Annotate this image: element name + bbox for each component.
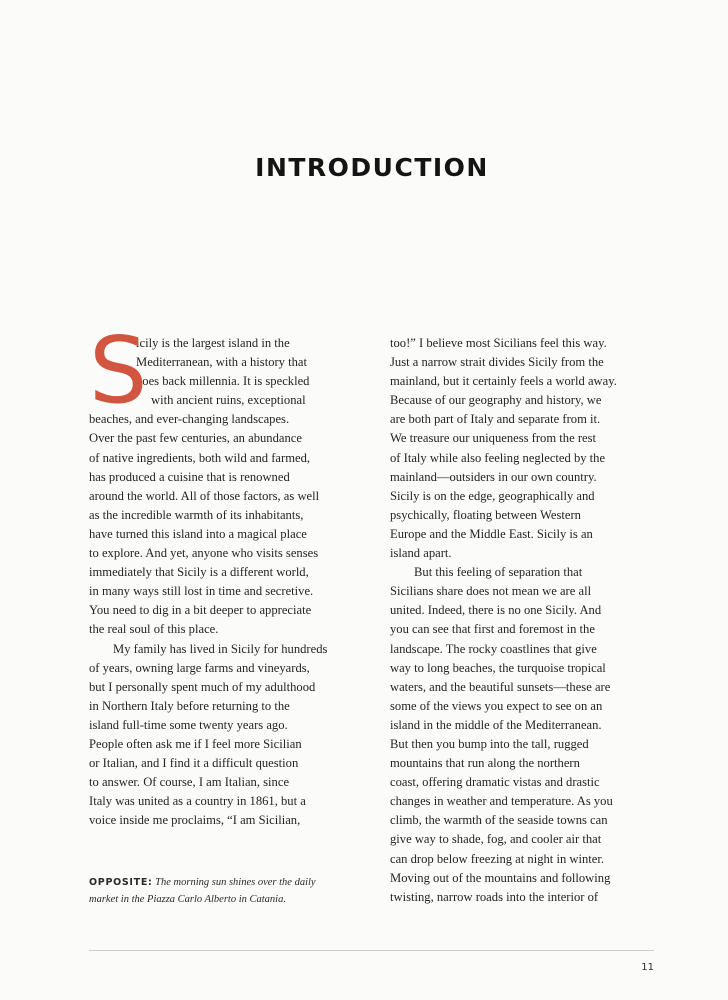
text-line: climb, the warmth of the seaside towns can [390, 813, 608, 828]
text-line: mountains that run along the northern [390, 756, 580, 771]
right-column [390, 334, 654, 907]
text-line: Over the past few centuries, an abundance [89, 431, 302, 446]
text-line: beaches, and ever-changing landscapes. [89, 412, 290, 427]
text-line: Just a narrow strait divides Sicily from the [390, 355, 604, 370]
text-line: in Northern Italy before returning to the [89, 698, 290, 713]
text-line: in many ways still lost in time and secretive. [89, 584, 314, 599]
text-line: the real soul of this place. [89, 622, 219, 637]
text-line: can drop below freezing at night in winter. [390, 851, 605, 866]
text-line: too!” I believe most Sicilians feel this way. [390, 336, 607, 350]
text-line: Italy was united as a country in 1861, but a [89, 794, 306, 809]
text-line: to explore. And yet, anyone who visits senses [89, 546, 319, 561]
text-line: We treasure our uniqueness from the rest [390, 431, 597, 446]
text-line: island full-time some twenty years ago. [89, 717, 288, 732]
text-line: goes back millennia. It is speckled [136, 374, 310, 389]
text-line: have turned this island into a magical place [89, 526, 307, 541]
text-line: People often ask me if I feel more Sicilian [89, 736, 302, 751]
photo-caption [89, 874, 351, 908]
text-line: mainland, but it certainly feels a world away. [390, 374, 617, 389]
text-line: mainland—outsiders in our own country. [390, 469, 597, 484]
drop-cap: S [89, 317, 148, 424]
text-line: But then you bump into the tall, rugged [390, 736, 589, 751]
text-line: waters, and the beautiful sunsets—these are [390, 679, 611, 694]
text-line: You need to dig in a bit deeper to appreciate [89, 603, 312, 618]
text-line: with ancient ruins, exceptional [151, 393, 306, 408]
text-line: give way to shade, fog, and cooler air that [390, 832, 602, 847]
text-line: icily is the largest island in the [136, 336, 290, 350]
text-line: or Italian, and I find it a difficult question [89, 756, 299, 771]
text-line: Mediterranean, with a history that [136, 355, 308, 370]
text-line: twisting, narrow roads into the interior of [390, 889, 599, 904]
text-line: Sicily is on the edge, geographically and [390, 488, 595, 503]
text-line: But this feeling of separation that [414, 565, 583, 580]
text-line: psychically, floating between Western [390, 507, 581, 522]
text-line: Moving out of the mountains and following [390, 870, 611, 885]
page-title: INTRODUCTION [255, 153, 489, 182]
text-line: changes in weather and temperature. As you [390, 794, 613, 809]
text-line: Because of our geography and history, we [390, 393, 602, 408]
text-line: united. Indeed, there is no one Sicily. And [390, 603, 602, 618]
caption-label: OPPOSITE: [89, 877, 153, 888]
text-line: to answer. Of course, I am Italian, since [89, 775, 290, 790]
text-line: My family has lived in Sicily for hundreds [113, 641, 328, 656]
text-line: you can see that first and foremost in the [390, 622, 595, 637]
text-line: Sicilians share does not mean we are all [390, 584, 592, 599]
text-line: immediately that Sicily is a different world, [89, 565, 309, 580]
text-line: of years, owning large farms and vineyards, [89, 660, 310, 675]
text-line: are both part of Italy and separate from it. [390, 412, 601, 427]
left-column [89, 317, 351, 830]
caption-text: market in the Piazza Carlo Alberto in Catania. [89, 894, 286, 905]
text-line: island apart. [390, 546, 452, 561]
text-line: of native ingredients, both wild and farmed, [89, 450, 311, 465]
text-line: some of the views you expect to see on an [390, 698, 603, 713]
text-line: of Italy while also feeling neglected by the [390, 450, 606, 465]
text-line: has produced a cuisine that is renowned [89, 469, 290, 484]
text-line: coast, offering dramatic vistas and drastic [390, 775, 600, 790]
footer-rule [89, 950, 654, 951]
text-line: voice inside me proclaims, “I am Sicilian, [89, 813, 301, 828]
text-line: as the incredible warmth of its inhabitants, [89, 507, 304, 522]
text-line: Europe and the Middle East. Sicily is an [390, 526, 593, 541]
text-line: but I personally spent much of my adulthood [89, 679, 316, 694]
text-line: landscape. The rocky coastlines that give [390, 641, 597, 656]
text-line: around the world. All of those factors, as well [89, 488, 320, 503]
page-number: 11 [641, 962, 654, 973]
caption-text: The morning sun shines over the daily [155, 877, 316, 888]
text-line: island in the middle of the Mediterranean. [390, 717, 602, 732]
text-line: way to long beaches, the turquoise tropical [390, 660, 606, 675]
